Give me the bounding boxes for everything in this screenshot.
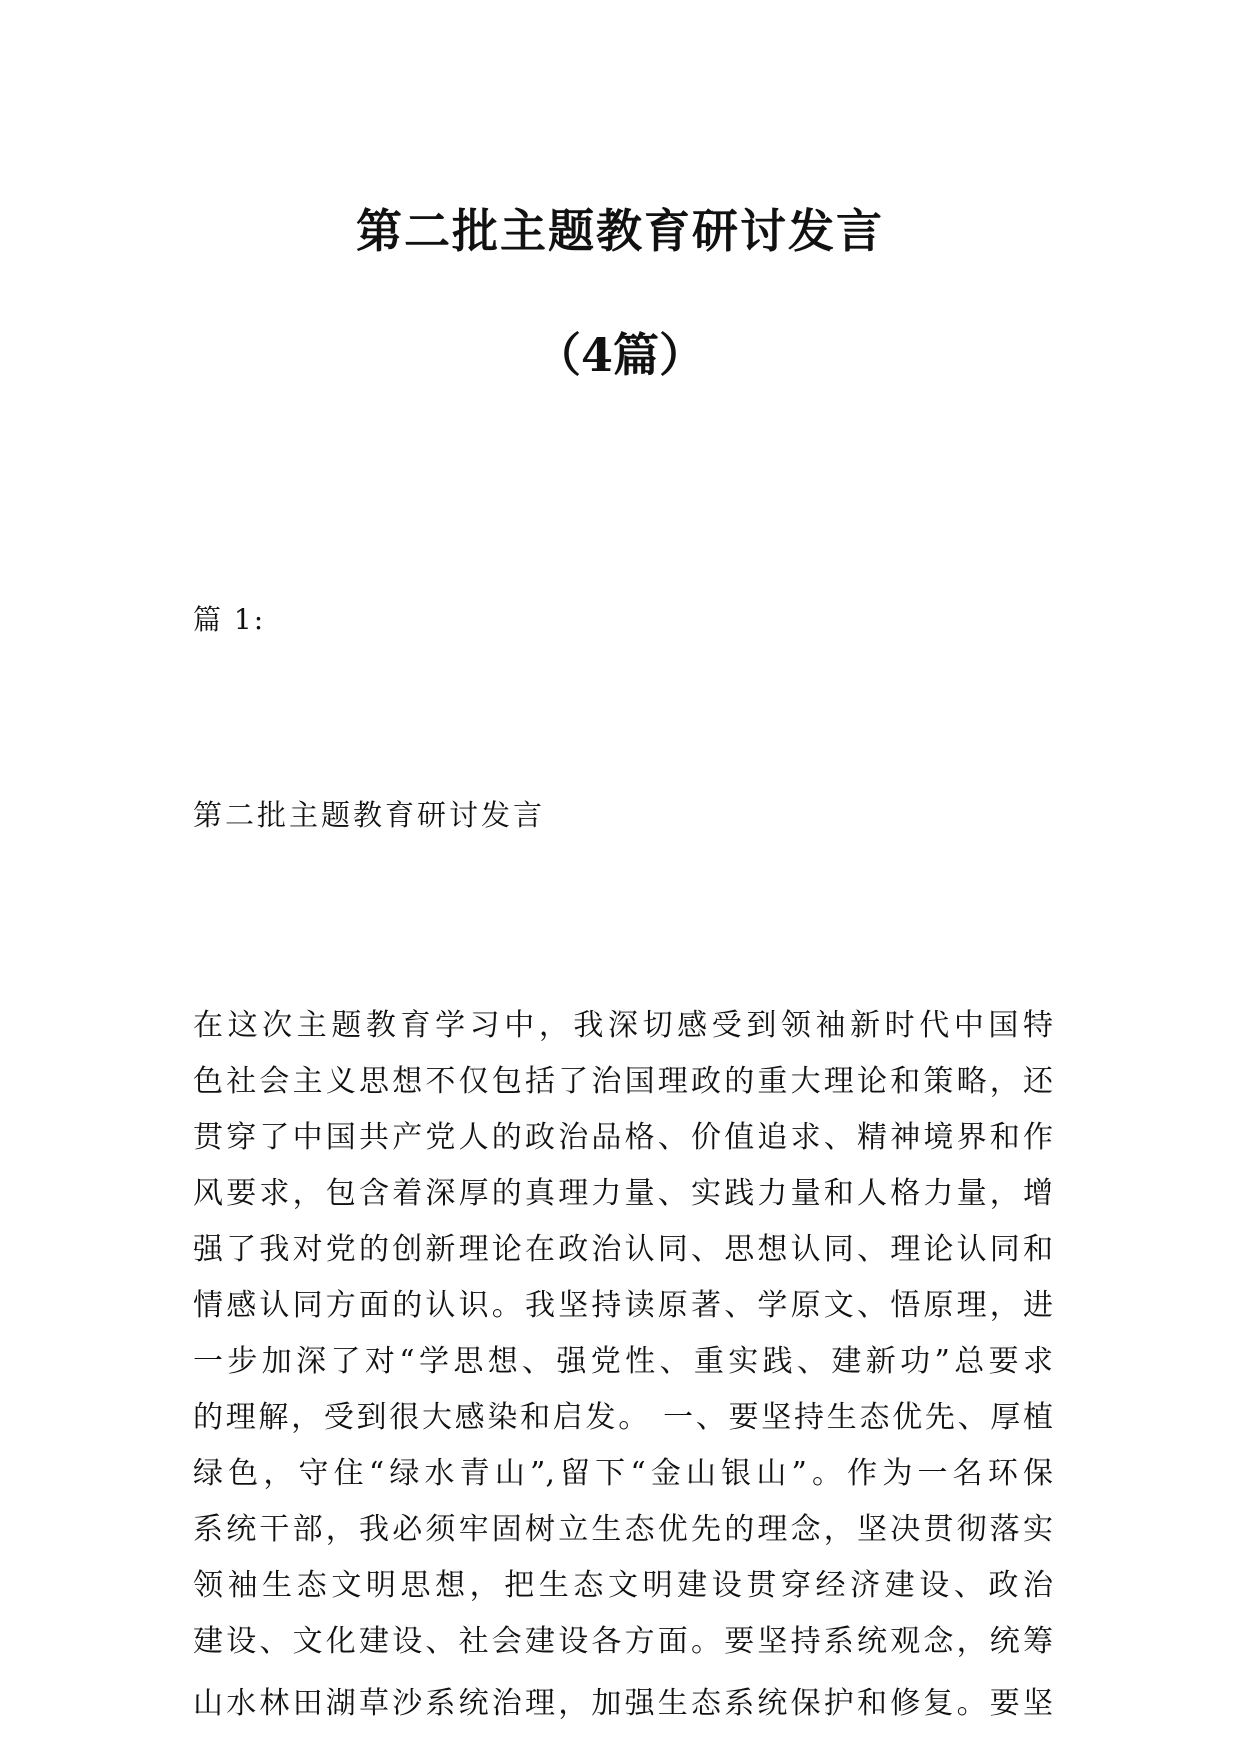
body-line: 色社会主义思想不仅包括了治国理政的重大理论和策略，还 (193, 1064, 1053, 1099)
body-line: 山水林田湖草沙系统治理，加强生态系统保护和修复。要坚 (193, 1686, 1053, 1721)
body-line: 系统干部，我必须牢固树立生态优先的理念，坚决贯彻落实 (193, 1512, 1053, 1547)
body-line: 绿色，守住“绿水青山”,留下“金山银山”。作为一名环保 (193, 1456, 1053, 1491)
section-label: 篇 1: (193, 603, 266, 636)
body-line: 在这次主题教育学习中，我深切感受到领袖新时代中国特 (193, 1008, 1053, 1043)
body-line: 领袖生态文明思想，把生态文明建设贯穿经济建设、政治 (193, 1568, 1053, 1603)
body-line: 一步加深了对“学思想、强党性、重实践、建新功”总要求 (193, 1344, 1053, 1379)
body-paragraph (193, 998, 1053, 1732)
document-subtitle: （4篇） (534, 328, 705, 382)
body-line: 情感认同方面的认识。我坚持读原著、学原文、悟原理，进 (193, 1288, 1053, 1323)
body-line: 风要求，包含着深厚的真理力量、实践力量和人格力量，增 (193, 1176, 1053, 1211)
body-line: 强了我对党的创新理论在政治认同、思想认同、理论认同和 (193, 1232, 1053, 1267)
body-line: 的理解，受到很大感染和启发。 一、要坚持生态优先、厚植 (193, 1400, 1053, 1435)
section-title: 第二批主题教育研讨发言 (193, 798, 546, 832)
document-title: 第二批主题教育研讨发言 (356, 204, 884, 258)
body-line: 贯穿了中国共产党人的政治品格、价值追求、精神境界和作 (193, 1120, 1053, 1155)
body-line: 建设、文化建设、社会建设各方面。要坚持系统观念，统筹 (193, 1624, 1053, 1659)
